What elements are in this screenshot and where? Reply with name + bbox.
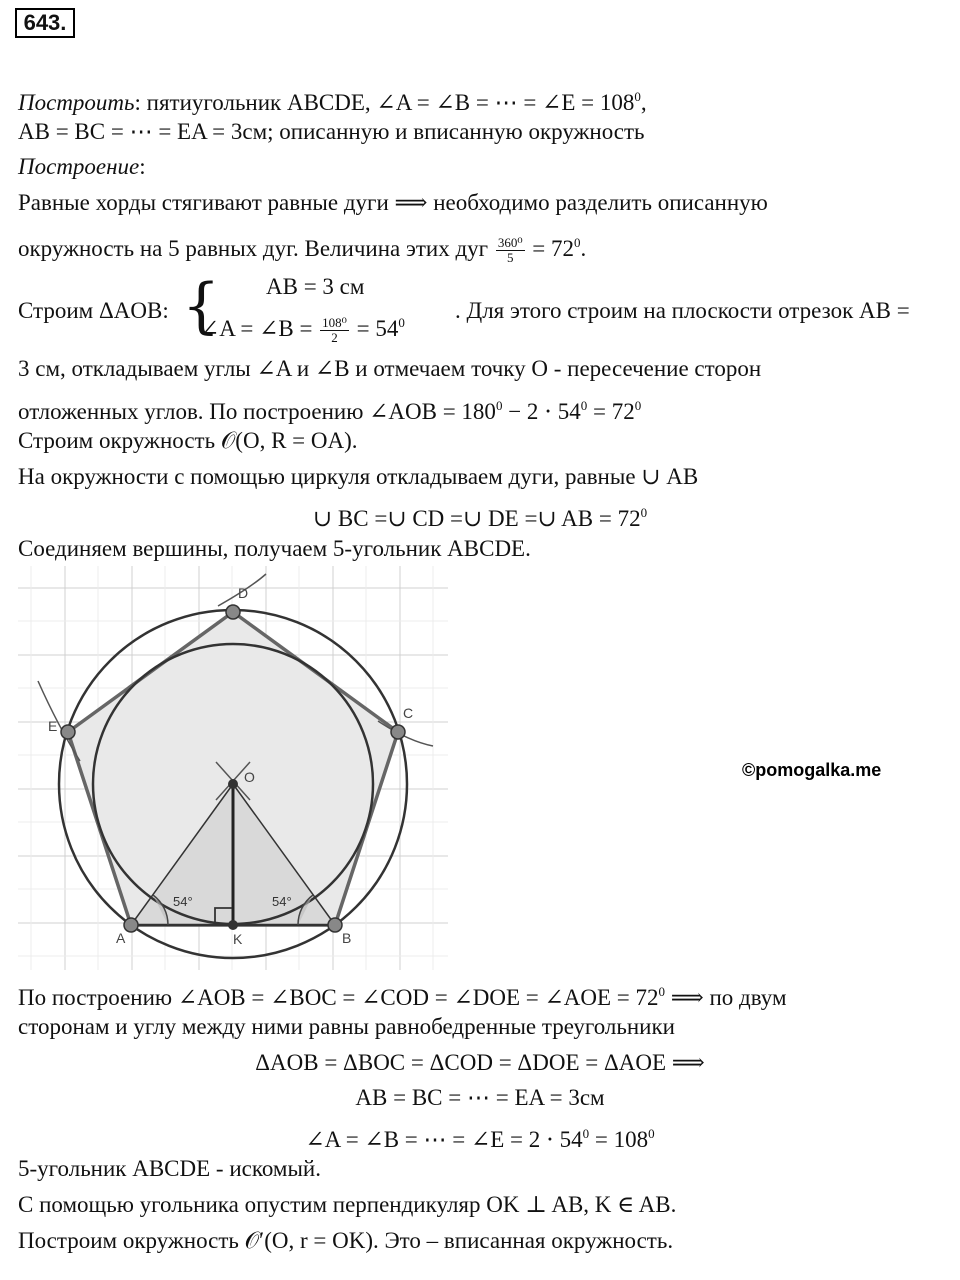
- label-a: A: [116, 930, 126, 946]
- frac-den: 5: [506, 250, 514, 266]
- point-e: [61, 725, 75, 739]
- line-13-text: По построению ∠AOB = ∠BOC = ∠COD = ∠DOE = ∠AOE = 72: [18, 985, 659, 1010]
- build-label: Построить: [18, 90, 135, 115]
- label-b: B: [342, 930, 352, 946]
- system-line-2-end: = 54: [356, 316, 399, 341]
- line-18: 5-угольник ABCDE - искомый.: [18, 1156, 321, 1181]
- angle-label-a: 54°: [173, 894, 193, 909]
- sup: 0: [640, 505, 648, 520]
- line-17-text: ∠A = ∠B = ⋯ = ∠E = 2 ⋅ 54: [305, 1127, 583, 1152]
- point-b: [328, 918, 342, 932]
- frac-num: 108⁰: [322, 315, 347, 331]
- sup: 0: [495, 398, 503, 413]
- line-3: [18, 152, 146, 182]
- sup: 0: [398, 315, 405, 330]
- line-16: AB = BC = ⋯ = EA = 3см: [355, 1085, 605, 1110]
- line-11: [0, 498, 960, 534]
- point-k: [228, 920, 238, 930]
- line-13: [18, 977, 787, 1013]
- label-d: D: [238, 585, 249, 601]
- line-4: Равные хорды стягивают равные дуги ⟹ необходимо разделить описанную: [18, 190, 768, 215]
- sup: 0: [658, 984, 665, 999]
- fraction-108-2: [320, 316, 349, 345]
- line-1-end: ,: [640, 90, 647, 115]
- sup: 0: [582, 1126, 590, 1141]
- line-1-text: : пятиугольник ABCDE, ∠A = ∠B = ⋯ = ∠E = 108: [134, 90, 635, 115]
- line-8: [18, 391, 641, 427]
- line-5-end: = 72: [532, 236, 575, 261]
- line-19: С помощью угольника опустим перпендикуляр OK ⊥ AB, K ∈ AB.: [18, 1192, 677, 1217]
- label-k: K: [233, 931, 243, 947]
- line-11-text: ∪ BC =∪ CD =∪ DE =∪ AB = 72: [312, 506, 641, 531]
- line-5-text: окружность на 5 равных дуг. Величина этих дуг: [18, 236, 489, 261]
- line-7: 3 см, откладываем углы ∠A и ∠B и отмечаем точку O - пересечение сторон: [18, 356, 762, 381]
- fraction-360-5: [496, 236, 525, 265]
- sup: 0: [580, 398, 588, 413]
- line-8-mid: − 2 ⋅ 54: [502, 399, 581, 424]
- line-5-dot: .: [580, 236, 587, 261]
- frac-num: 360⁰: [497, 235, 523, 251]
- line-8-mid2: = 72: [587, 399, 635, 424]
- sup: 0: [634, 398, 642, 413]
- point-d: [226, 605, 240, 619]
- line-5: [18, 228, 586, 265]
- line-17: [0, 1119, 960, 1155]
- frac-den: 2: [331, 330, 338, 346]
- system-line-1: AB = 3 см: [266, 274, 365, 299]
- label-e: E: [48, 718, 58, 734]
- line-17-mid: = 108: [589, 1127, 649, 1152]
- line-1: [18, 82, 647, 118]
- line-3-end: :: [139, 154, 146, 179]
- pentagon-construction-figure: [18, 566, 448, 970]
- sup: 0: [634, 89, 641, 104]
- line-9: Строим окружность 𝒪(O, R = OA).: [18, 428, 358, 453]
- system-line-2-text: ∠A = ∠B =: [200, 316, 313, 341]
- line-6-after: . Для этого строим на плоскости отрезок AB =: [455, 298, 910, 323]
- line-8-text: отложенных углов. По построению ∠AOB = 180: [18, 399, 496, 424]
- label-c: C: [403, 705, 414, 721]
- point-o: [228, 779, 238, 789]
- label-o: O: [244, 769, 255, 785]
- system-brace: {: [182, 271, 221, 341]
- line-12: Соединяем вершины, получаем 5-угольник ABCDE.: [18, 536, 531, 561]
- line-14: сторонам и углу между ними равны равнобедренные треугольники: [18, 1014, 675, 1039]
- line-15: ΔAOB = ΔBOC = ΔCOD = ΔDOE = ΔAOE ⟹: [255, 1050, 705, 1075]
- construction-label: Построение: [18, 154, 140, 179]
- watermark: ©pomogalka.me: [742, 760, 882, 780]
- problem-number: 643.: [15, 8, 75, 38]
- line-2: AB = BC = ⋯ = EA = 3см; описанную и вписанную окружность: [18, 119, 645, 144]
- system-line-2: [200, 308, 405, 345]
- line-20: Построим окружность 𝒪′(O, r = OK). Это – вписанная окружность.: [18, 1228, 674, 1253]
- point-c: [391, 725, 405, 739]
- line-13-end: ⟹ по двум: [665, 985, 787, 1010]
- angle-label-b: 54°: [272, 894, 292, 909]
- line-6-start: Строим ΔAOB:: [18, 298, 169, 323]
- sup: 0: [574, 235, 581, 250]
- point-a: [124, 918, 138, 932]
- line-10: На окружности с помощью циркуля откладываем дуги, равные ∪ AB: [18, 464, 699, 489]
- sup: 0: [648, 1126, 655, 1141]
